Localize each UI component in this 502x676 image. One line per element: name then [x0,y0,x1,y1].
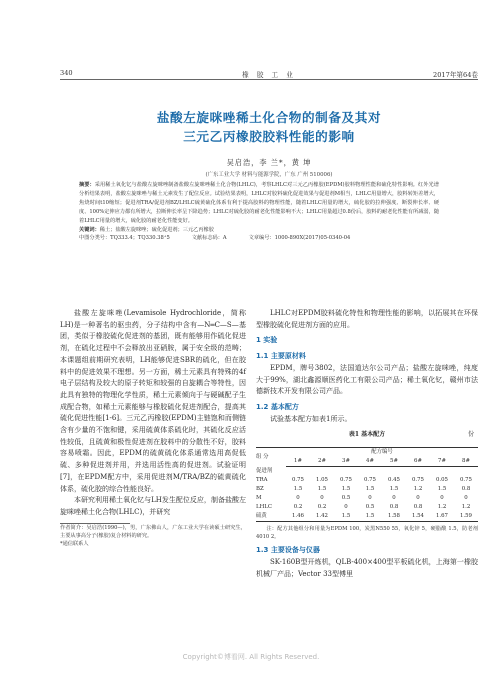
table-cell: 0 [464,494,468,501]
table-cell: 1.2 [461,503,471,510]
table-column-header: 8# [454,457,478,467]
table-cell: 0.45 [387,476,400,483]
section-heading-equipment: 1.3 主要设备与仪器 [256,546,320,555]
right-column [256,308,478,580]
table-column-header: 2# [310,457,334,467]
article-title-line-1: 盐酸左旋咪唑稀土化合物的制备及其对 [156,110,382,125]
abstract-label: 摘要： [79,182,95,188]
formula-paragraph: 试验基本配方如表1所示。 [270,414,352,423]
table-row-label: TRA [256,476,268,483]
table-row-label: LHLC [256,503,272,510]
table-cell: 0.8 [413,503,423,510]
table-cell: 0 [320,494,324,501]
table-cell: 0 [344,503,348,510]
table-cell: 1.5 [358,512,382,522]
table-row-label: BZ [256,485,264,492]
table-cell: 0 [296,494,300,501]
table-row [256,503,478,512]
section-heading-experiment: 1 实验 [256,336,278,345]
table-cell: 0.8 [461,485,471,492]
left-column [60,308,246,549]
authors: 吴启浩，李 兰*，黄 坤 [226,158,312,167]
materials-paragraph: EPDM，牌号3802，法国道达尔公司产品；盐酸左旋咪唑，纯度大于99%，湖北鑫源顺医药化工有限公司产品；稀土氧化钇，赣州市法德新技术开发有限公司产品。 [256,363,478,396]
table-row [256,476,478,485]
equipment-paragraph: SK-160B型开炼机，QLB-400×400型平板硫化机，上海第一橡胶机械厂产品；Vector 33型傅里 [256,558,478,578]
table-section-label: 促进剂 [256,467,273,474]
table-cell: 1.5 [293,485,303,492]
table-cell: 0.75 [339,476,352,483]
table-cell: 1.5 [365,485,375,492]
table-cell: 1.5 [341,485,351,492]
table-row-label: 硫黄 [256,512,286,522]
classification-line [79,234,439,243]
running-header [60,66,478,80]
table-body [256,476,478,522]
table-caption [256,429,478,441]
document-code: 文献标志码：A [191,235,227,242]
section-heading-formula: 1.2 基本配方 [256,402,299,411]
table-column-header: 3# [334,457,358,467]
table-cell: 0 [392,494,396,501]
table-cell: 0.8 [389,503,399,510]
table-column-header: 6# [406,457,430,467]
table-cell: 0.75 [291,476,304,483]
author-footnote: 作者简介：吴启浩(1990—)，男，广东佛山人，广东工业大学在读硕士研究生，主要从事高分子(橡胶)复合材料的研究。 [60,524,246,540]
table-cell: 1.54 [406,512,430,522]
table-title: 表1 基本配方 [348,431,386,439]
article-number: 文章编号：1000-890X(2017)05-0340-04 [248,235,351,242]
section-heading-materials: 1.1 主要原材料 [256,352,306,361]
correspondence-footnote: *通信联系人 [60,541,89,548]
table-cell: 0.75 [459,476,472,483]
table-cell: 1.2 [413,485,423,492]
table-column-headers [256,457,478,467]
table-note: 注：配方其他组分和用量为EPDM 100，炭黑N550 55，氧化锌 5，硬脂酸 1.5，防老剂4010 2。 [256,525,478,540]
keywords [79,226,439,235]
table-cell: 0 [440,494,444,501]
formula-table [256,447,478,522]
abstract-block [79,181,439,243]
table-cell: 0 [368,494,372,501]
table-row [256,485,478,494]
article-title-line-2: 三元乙丙橡胶胶料性能的影响 [183,129,355,144]
table-cell: 0.05 [435,476,448,483]
table-cell: 1.58 [382,512,406,522]
table-cell: 1.46 [286,512,310,522]
table-column-header: 4# [358,457,382,467]
keywords-label: 关键词： [79,226,100,233]
table-cell: 1.05 [315,476,328,483]
table-row [256,512,478,522]
affiliation: (广东工业大学 材料与能源学院，广东 广州 510006) [205,172,333,178]
table-cell: 0.5 [365,503,375,510]
table-cell: 0.75 [363,476,376,483]
intro-paragraph-2: 本研究利用稀土氧化钇与LH发生配位反应，制备盐酸左旋咪唑稀土化合物(LHLC)，并研究 [60,496,246,516]
abstract-text: 采用稀土氧化钇与盐酸左旋咪唑制备盐酸左旋咪唑稀土化合物(LHLC)，考察LHLC对三元乙丙橡胶(EPDM)胶料物理性能和硫化特性影响。红外光谱分析结果表明，盐酸左旋咪唑与稀土元素发生了配位反应。试验结果表明，LHLC对胶料硫化促进效果与促进剂M相当，LHLC用量增大，胶料转矩差增大，焦烧时间t10缩短；促进剂TRA/促进剂BZ/LHLC硫黄硫化体系有利于提高胶料的物理性能，随着LHLC用量的增大，硫化胶的拉伸强度、断裂伸长率、硬度、100%定伸应力都有所增大，拉断伸长率呈下降趋势；LHLC对硫化胶的耐老化性能影响不大；LHLC用量超过0.8份后，胶料的耐老化性能有所减弱，随着LHLC用量的增大，硫化胶的耐老化性能变好。 [79,182,439,224]
table-cell: 1.5 [317,485,327,492]
table-column-header: 7# [430,457,454,467]
table-unit: 份 [467,431,474,439]
table-cell: 1.5 [334,512,358,522]
table-cell: 1.67 [430,512,454,522]
abstract [79,181,439,226]
table-cell: 1.2 [437,503,447,510]
table-cell: 1.42 [310,512,334,522]
table-cell: 0.2 [317,503,327,510]
table-cell: 0 [416,494,420,501]
table-head-group: 配方编号 [286,448,478,458]
clc-number: 中图分类号：TQ333.4；TQ330.38⁺5 [79,235,170,242]
table-row [256,494,478,503]
intro-paragraph-3: LHLC对EPDM胶料硫化特性和物理性能的影响，以拓展其在环保型橡胶硫化促进剂方面的应用。 [256,309,478,329]
journal-name: 橡 胶 工 业 [242,71,296,79]
table-cell: 1.5 [437,485,447,492]
table-cell: 0.5 [341,494,351,501]
table-row-label: M [256,494,262,501]
copyright-watermark: Copyright©博看网. All Rights Reserved. [182,653,320,661]
table-cell: 0.2 [293,503,303,510]
issue-info: 2017年第64卷 [433,71,478,79]
keywords-text: 稀土；盐酸左旋咪唑；硫化促进剂；三元乙丙橡胶 [99,226,214,233]
page-number: 340 [60,69,73,77]
table-cell: 1.5 [389,485,399,492]
intro-paragraph-1: 盐酸左旋咪唑(Levamisole Hydrochloride，简称LH)是一种著名的驱虫药，分子结构中含有—N═C—S—基团，类似于橡胶硫化促进剂的基团，既有能够用作硫化促进剂，在硫化过程中不会释放出亚硝胺，属于安全级的范畴；本课题组前期研究表明，LH能够促进SBR的硫化，但在胶料中的促进效果不理想。另一方面，稀土元素具有特殊的4f电子层结构及较大的原子转矩和较强的自旋耦合等特性，因此具有独特的物理化学性质，稀土元素倾向于与硬碱配子生成配合物，如稀土元素能够与橡胶硫化促进剂配合，提高其硫化促进性能[1-6]。三元乙丙橡胶(EPDM)主链饱和而侧链含有少量的不饱和键，采用硫黄体系硫化时，其硫化反应活性较低，且硫黄和极性促进剂在胶料中的分散性不好，胶料容易喷霜。因此，EPDM的硫黄硫化体系通常选用高促低硫、多种促进剂并用，并选用活性高的促进剂。试验证明[7]，在EPDM配方中，采用促进剂M/TRA/BZ的硫黄硫化体系，硫化胶的综合性能良好。 [60,309,246,493]
table-column-header: 1# [286,457,310,467]
table-head-label: 组 分 [256,448,286,467]
table-column-header: 5# [382,457,406,467]
table-cell: 1.59 [454,512,478,522]
table-cell: 0.75 [411,476,424,483]
